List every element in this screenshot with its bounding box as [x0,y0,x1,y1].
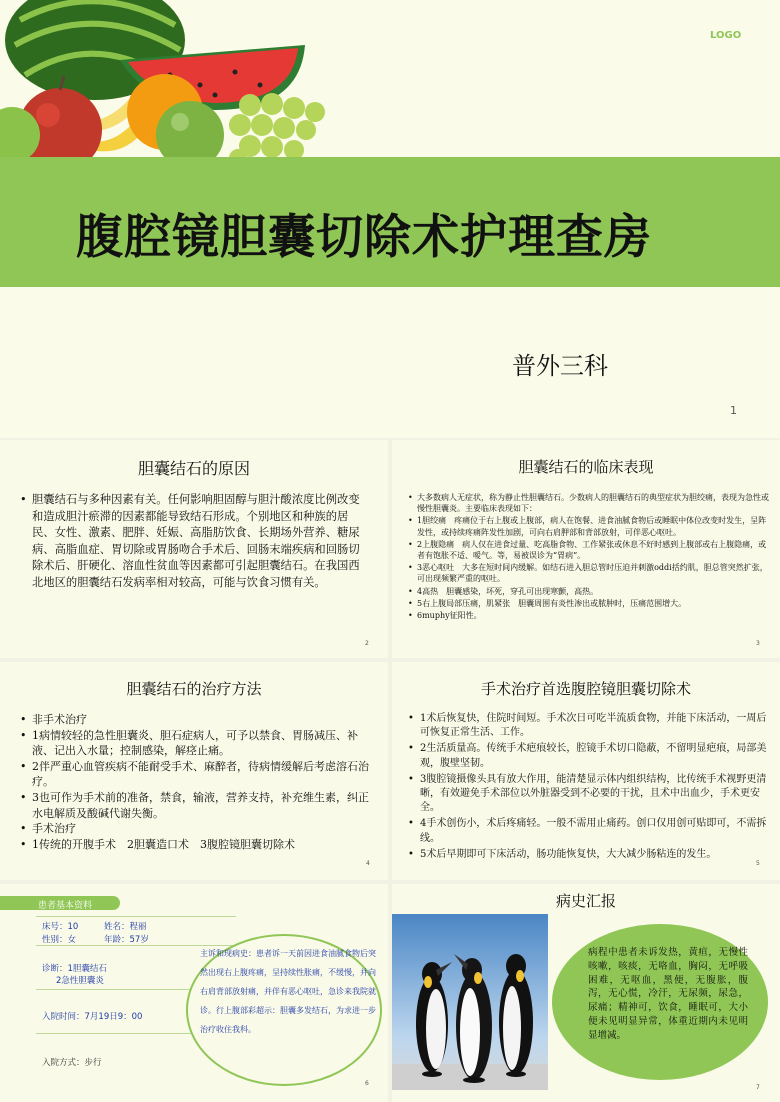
list-item: • 2上腹隐痛 病人仅在进食过量、吃高脂食物、工作紧张或休息不好时感到上腹部或右上腹隐痛，或者有饱胀不适、嗳气。等，易被误诊为“胃病”。 [408,539,772,561]
diagnosis-1: 诊断：1胆囊结石 [42,964,107,974]
list-item: • 1术后恢复快，住院时间短。手术次日可吃半流质食物，并能下床活动，一周后可恢复正常生活、工作。 [408,712,770,740]
page-number: 7 [756,1084,760,1091]
bullet-list [408,712,770,864]
history-summary: 病程中患者未诉发热，黄疸，无慢性咳嗽，咳痰，无咯血，胸闷，无呼吸困难，无呕血，黑便，无腹胀，腹泻，无心慌，冷汗，无尿频，尿急，尿痛；精神可，饮食，睡眠可，大小便未见明显异常，体重近期内未见明显增减。 [588,947,748,1041]
list-item: • 5右上腹局部压痛，肌紧张 胆囊周围有炎性渗出或脓肿时，压痛范围增大。 [408,598,772,609]
list-item: • 非手术治疗 [20,712,370,728]
penguin-photo [392,914,548,1090]
bed-number: 床号：10 [42,922,79,932]
list-item: • 手术治疗 [20,821,370,837]
section-tab-label: 患者基本资料 [38,901,93,911]
admission-method: 入院方式：步行 [42,1058,102,1068]
title-slide [0,0,780,438]
slide-symptoms [392,440,780,658]
list-item: • 胆囊结石与多种因素有关。任何影响胆固醇与胆汁酸浓度比例改变和造成胆汁瘀滞的因素都能导致结石形成。个别地区和种族的居民、女性、激素、肥胖、妊娠、高脂肪饮食、长期场外营养、糖尿病、高脂血症、胃切除或胃肠吻合手术后、回肠末端疾病和回肠切除术后、肝硬化、溶血性贫血等因素都可引起胆囊结石。在我国西北地区的胆囊结石发病率相对较高，可能与饮食习惯有关。 [20,492,368,592]
logo-text: LOGO [710,30,742,41]
list-item: • 1病情较轻的急性胆囊炎、胆石症病人，可予以禁食、胃肠减压、补液、记出入水量；控制感染，解痉止痛。 [20,728,370,759]
list-item: • 1传统的开腹手术 2胆囊造口术 3腹腔镜胆囊切除术 [20,837,370,853]
bullet-list [20,712,370,852]
list-item: • 4手术创伤小，术后疼痛轻。一般不需用止痛药。创口仅用创可贴即可，不需拆线。 [408,817,770,845]
slide-title: 胆囊结石的临床表现 [518,458,654,476]
list-item: • 大多数病人无症状，称为静止性胆囊结石。少数病人的胆囊结石的典型症状为胆绞痛，表现为急性或慢性胆囊炎。主要临床表现如下： [408,492,772,514]
patient-gender: 性别：女 [42,935,77,945]
bullet-list [408,492,772,622]
diagnosis-2: 2急性胆囊炎 [56,976,104,986]
slide-title: 胆囊结石的治疗方法 [126,680,262,698]
list-item: • 2伴严重心血管疾病不能耐受手术、麻醉者，待病情缓解后考虑溶石治疗。 [20,759,370,790]
list-item: • 3也可作为手术前的准备，禁食，输液，营养支持，补充维生素，纠正水电解质及酸碱代谢失衡。 [20,790,370,821]
admission-time: 入院时间：7月19日9：00 [42,1012,143,1022]
department-label: 普外三科 [512,352,608,380]
page-number: 4 [366,860,370,867]
list-item: • 2生活质量高。传统手术疤痕较长，腔镜手术切口隐蔽，不留明显疤痕，局部美观，腹壁坚韧。 [408,742,770,770]
slide-treatment [0,662,388,880]
slide-title: 手术治疗首选腹腔镜胆囊切除术 [480,680,691,698]
slide-history-report [392,884,780,1102]
slide-laparoscopic [392,662,780,880]
patient-name: 姓名：程丽 [104,922,147,932]
patient-age: 年龄：57岁 [104,935,149,945]
list-item: • 4高热 胆囊感染，坏死，穿孔可出现寒颤，高热。 [408,586,772,597]
list-item: • 3恶心呕吐 大多在短时间内缓解。如结石进入胆总管时压迫并刺激oddi括约肌，胆总管突然扩张，可出现频繁严重的呕吐。 [408,562,772,584]
presentation-title: 腹腔镜胆囊切除术护理查房 [76,210,652,265]
page-number: 1 [730,404,737,417]
page-number: 5 [756,860,760,867]
page-number: 6 [365,1080,369,1087]
slide-causes [0,440,388,658]
list-item: • 1胆绞痛 疼痛位于右上腹或上腹部，病人在饱餐、进食油腻食物后或睡眠中体位改变时发生，呈阵发性，或持续疼痛阵发性加剧，可向右肩胛部和背部放射，可伴恶心呕吐。 [408,515,772,537]
fruit-illustration [0,0,340,175]
bullet-list [20,492,368,592]
list-item: • 3腹腔镜摄像头具有放大作用，能清楚显示体内组织结构，比传统手术视野更清晰，有效避免手术部位以外脏器受到不必要的干扰，且术中出血少，手术更安全。 [408,773,770,816]
page-number: 2 [365,640,369,647]
page-number: 3 [756,640,760,647]
slide-title: 胆囊结石的原因 [137,459,250,478]
list-item: • 5术后早期即可下床活动，肠功能恢复快，大大减少肠粘连的发生。 [408,848,770,862]
history-text: 主诉和现病史：患者诉一天前因进食油腻食物后突然出现右上腹疼痛，呈持续性胀痛，不缓慢，并向右肩背部放射痛，并伴有恶心呕吐，急诊来我院就诊。行上腹部彩超示：胆囊多发结石，为求进一步治疗收住我科。 [200,949,376,1034]
list-item: • 6muphy征阳性。 [408,610,772,621]
slide-patient-info [0,884,388,1102]
slide-title: 病史汇报 [555,892,616,910]
